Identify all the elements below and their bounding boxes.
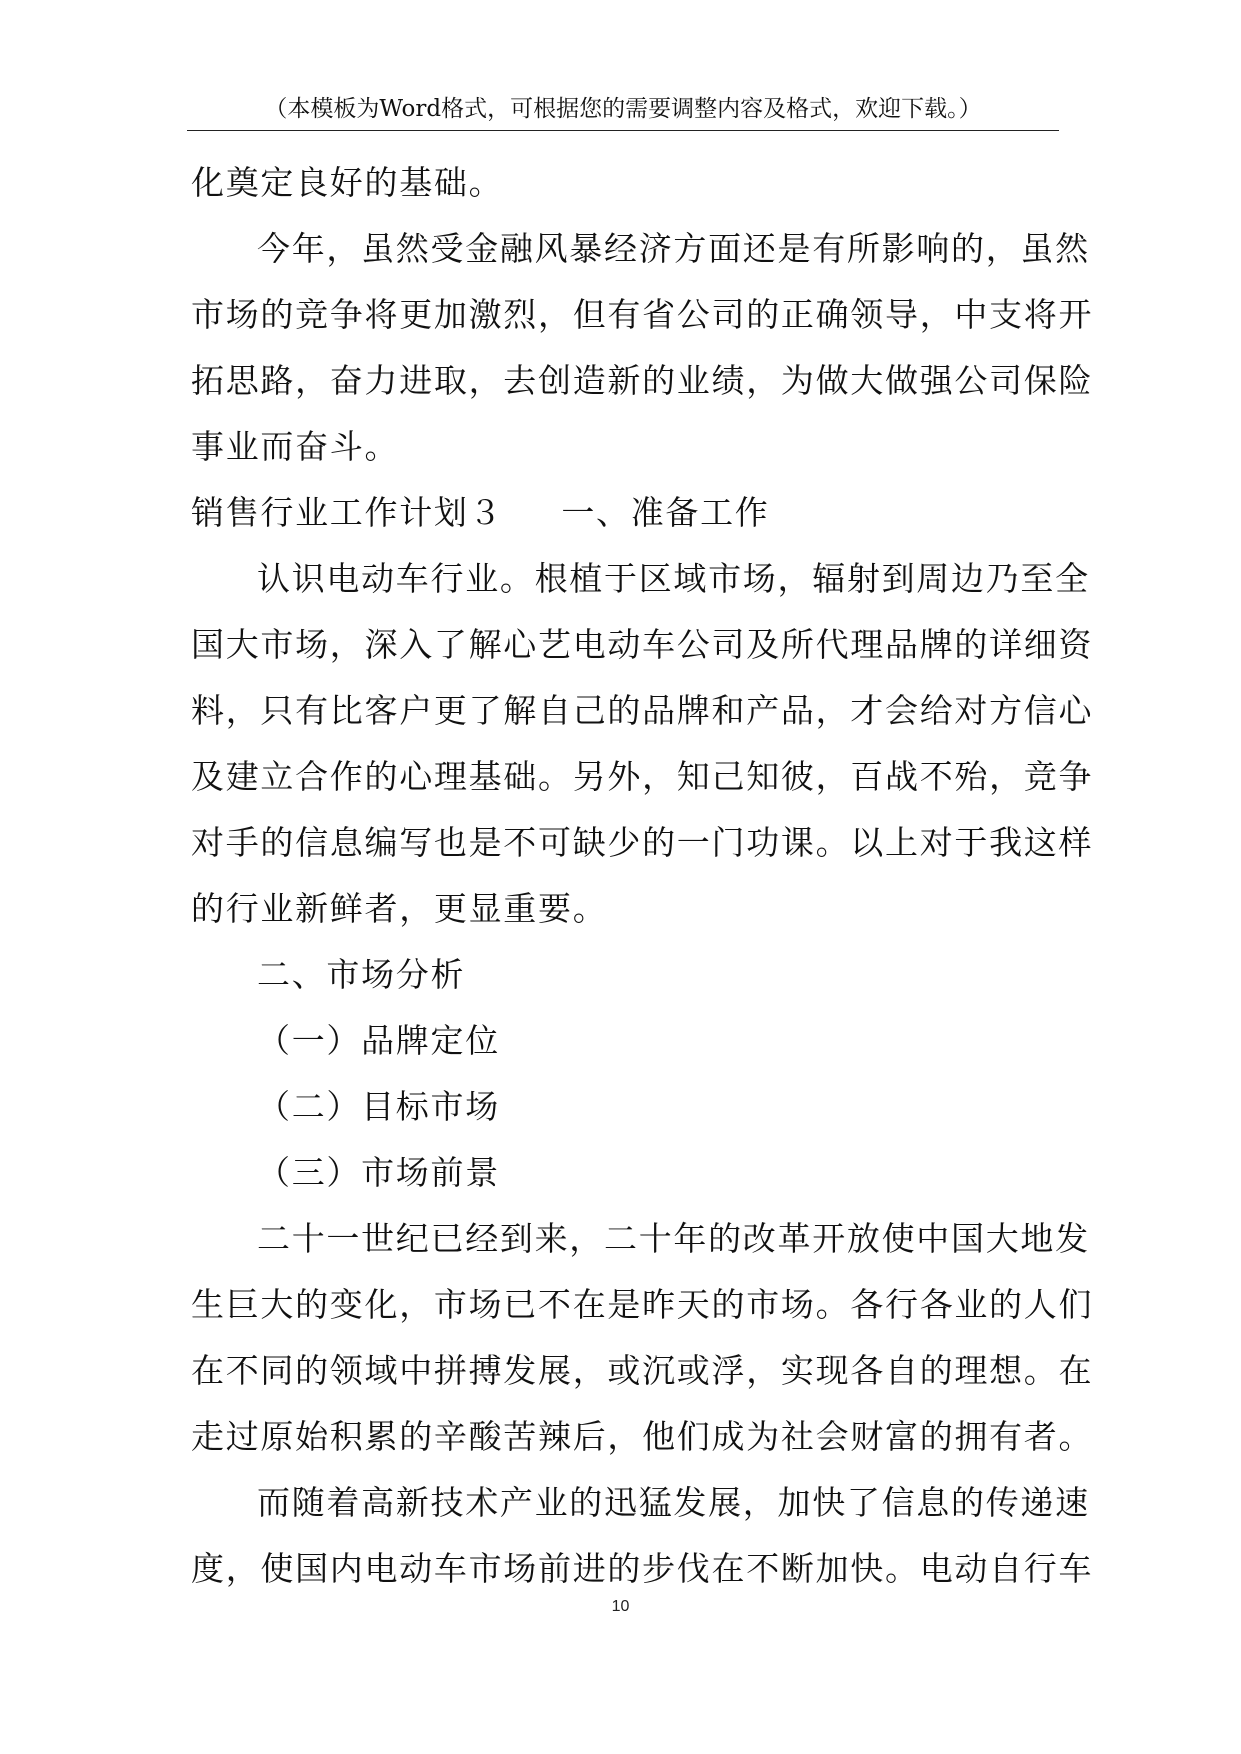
paragraph-line: 的行业新鲜者，更显重要。 xyxy=(191,889,608,928)
document-body xyxy=(191,150,1094,1602)
paragraph-line: 今年，虽然受金融风暴经济方面还是有所影响的，虽然 xyxy=(257,229,1090,268)
paragraph-line: 对手的信息编写也是不可缺少的一门功课。以上对于我这样 xyxy=(191,823,1094,862)
paragraph-line: 拓思路，奋力进取，去创造新的业绩，为做大做强公司保险 xyxy=(191,361,1094,400)
paragraph-line: 生巨大的变化，市场已不在是昨天的市场。各行各业的人们 xyxy=(191,1285,1094,1324)
subsection-heading: 一、准备工作 xyxy=(561,493,770,532)
subsection-heading: 二、市场分析 xyxy=(257,955,466,994)
header-divider xyxy=(187,130,1059,131)
paragraph-line: 事业而奋斗。 xyxy=(191,427,400,466)
paragraph-line: 度，使国内电动车市场前进的步伐在不断加快。电动自行车 xyxy=(191,1549,1094,1588)
paragraph-line: 走过原始积累的辛酸苦辣后，他们成为社会财富的拥有者。 xyxy=(191,1417,1094,1456)
paragraph-line: 国大市场，深入了解心艺电动车公司及所代理品牌的详细资 xyxy=(191,625,1094,664)
paragraph-line: 料，只有比客户更了解自己的品牌和产品，才会给对方信心 xyxy=(191,691,1094,730)
paragraph-line: 及建立合作的心理基础。另外，知己知彼，百战不殆，竞争 xyxy=(191,757,1094,796)
paragraph-line: 而随着高新技术产业的迅猛发展，加快了信息的传递速 xyxy=(257,1483,1090,1522)
page-header-note: （本模板为Word格式，可根据您的需要调整内容及格式，欢迎下载。） xyxy=(264,96,982,122)
paragraph-line: 化奠定良好的基础。 xyxy=(191,163,504,202)
page-number: 10 xyxy=(611,1598,630,1615)
section-heading-line xyxy=(191,480,1071,546)
list-item: （三）市场前景 xyxy=(257,1153,500,1192)
section-title: 销售行业工作计划３ xyxy=(191,493,504,532)
list-item: （二）目标市场 xyxy=(257,1087,500,1126)
paragraph-line: 市场的竞争将更加激烈，但有省公司的正确领导，中支将开 xyxy=(191,295,1094,334)
paragraph-line: 二十一世纪已经到来，二十年的改革开放使中国大地发 xyxy=(257,1219,1090,1258)
paragraph-line: 认识电动车行业。根植于区域市场，辐射到周边乃至全 xyxy=(257,559,1090,598)
list-item: （一）品牌定位 xyxy=(257,1021,500,1060)
paragraph-line: 在不同的领域中拼搏发展，或沉或浮，实现各自的理想。在 xyxy=(191,1351,1094,1390)
